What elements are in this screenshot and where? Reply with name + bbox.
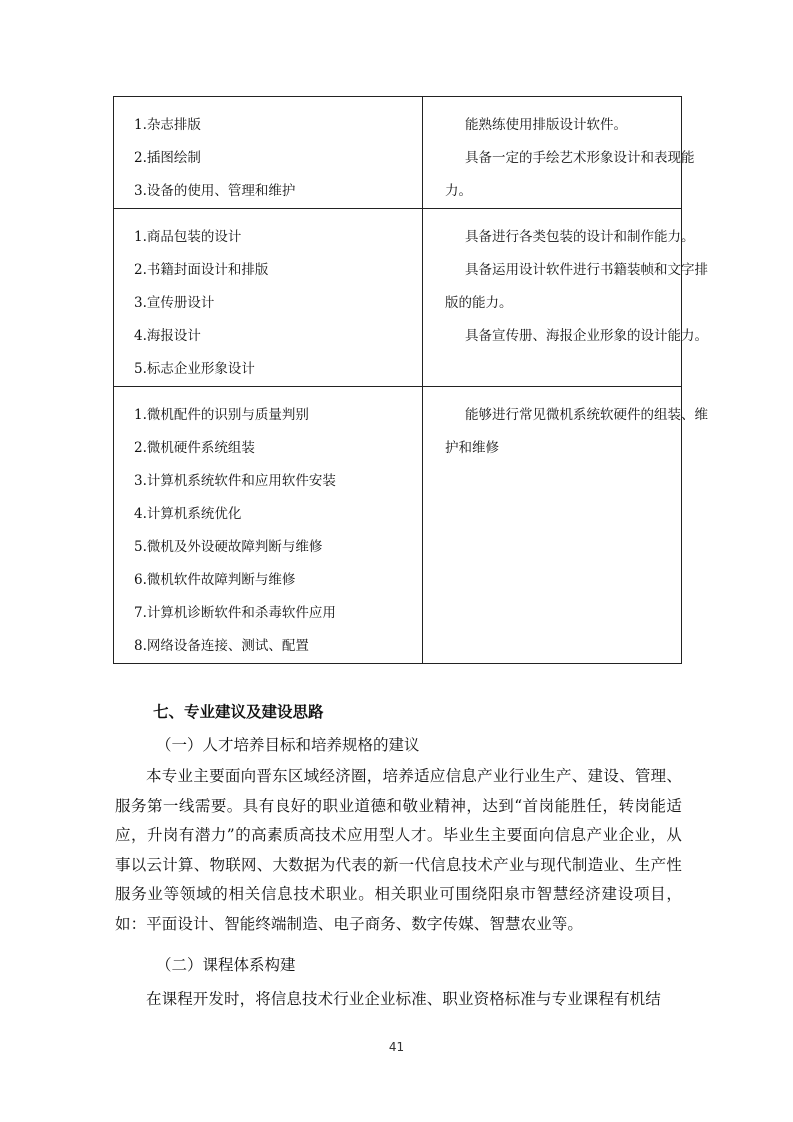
list-item: 2.书籍封面设计和排版 [134,262,269,278]
table-row [114,387,682,664]
ability-cell [423,97,695,209]
list-item: 5.标志企业形象设计 [134,361,255,377]
list-item: 3.宣传册设计 [134,295,215,311]
work-items-cell [114,97,423,209]
ability-text: 版的能力。 [445,295,513,311]
list-item: 2.微机硬件系统组装 [134,440,255,456]
list-item: 4.海报设计 [134,328,201,344]
list-item: 1.微机配件的识别与质量判别 [134,407,309,423]
list-item: 3.设备的使用、管理和维护 [134,183,296,199]
page-number: 41 [388,1040,405,1054]
subsection-heading: （二）课程体系构建 [156,956,296,974]
list-item: 1.杂志排版 [134,117,201,133]
ability-text: 具备进行各类包装的设计和制作能力。 [465,229,695,245]
skills-table [113,96,708,664]
ability-text: 能够进行常见微机系统软硬件的组装、维 [465,407,708,423]
list-item: 6.微机软件故障判断与维修 [134,572,296,588]
ability-cell [423,209,708,387]
subsection-heading: （一）人才培养目标和培养规格的建议 [156,736,420,754]
body-paragraph: 在课程开发时，将信息技术行业企业标准、职业资格标准与专业课程有机结 [146,990,661,1008]
work-items-cell [114,387,423,664]
ability-text: 护和维修 [445,440,499,456]
table-row [114,97,682,209]
section-heading: 七、专业建议及建设思路 [153,703,324,721]
ability-text: 具备一定的手绘艺术形象设计和表现能 [465,150,695,166]
work-items-cell [114,209,423,387]
ability-text: 具备宣传册、海报企业形象的设计能力。 [465,328,708,344]
list-item: 8.网络设备连接、测试、配置 [134,638,309,654]
ability-text: 具备运用设计软件进行书籍装帧和文字排 [465,262,708,278]
table-row [114,209,682,387]
list-item: 5.微机及外设硬故障判断与维修 [134,539,323,555]
list-item: 2.插图绘制 [134,150,201,166]
list-item: 3.计算机系统软件和应用软件安装 [134,473,336,489]
ability-text: 力。 [445,183,472,199]
list-item: 7.计算机诊断软件和杀毒软件应用 [134,605,336,621]
list-item: 4.计算机系统优化 [134,506,242,522]
ability-text: 能熟练使用排版设计软件。 [465,117,627,133]
list-item: 1.商品包装的设计 [134,229,242,245]
ability-cell [423,387,708,664]
body-paragraph: 本专业主要面向晋东区域经济圈，培养适应信息产业行业生产、建设、管理、服务第一线需要。具有良好的职业道德和敬业精神，达到“首岗能胜任，转岗能适应，升岗有潜力”的高素质高技术应用型人才。毕业生主要面向信息产业企业，从事以云计算、物联网、大数据为代表的新一代信息技术产业与现代制造业、生产性服务业等领域的相关信息技术职业。相关职业可围绕阳泉市智慧经济建设项目，如：平面设计、智能终端制造、电子商务、数字传媒、智慧农业等。 [115,767,682,933]
